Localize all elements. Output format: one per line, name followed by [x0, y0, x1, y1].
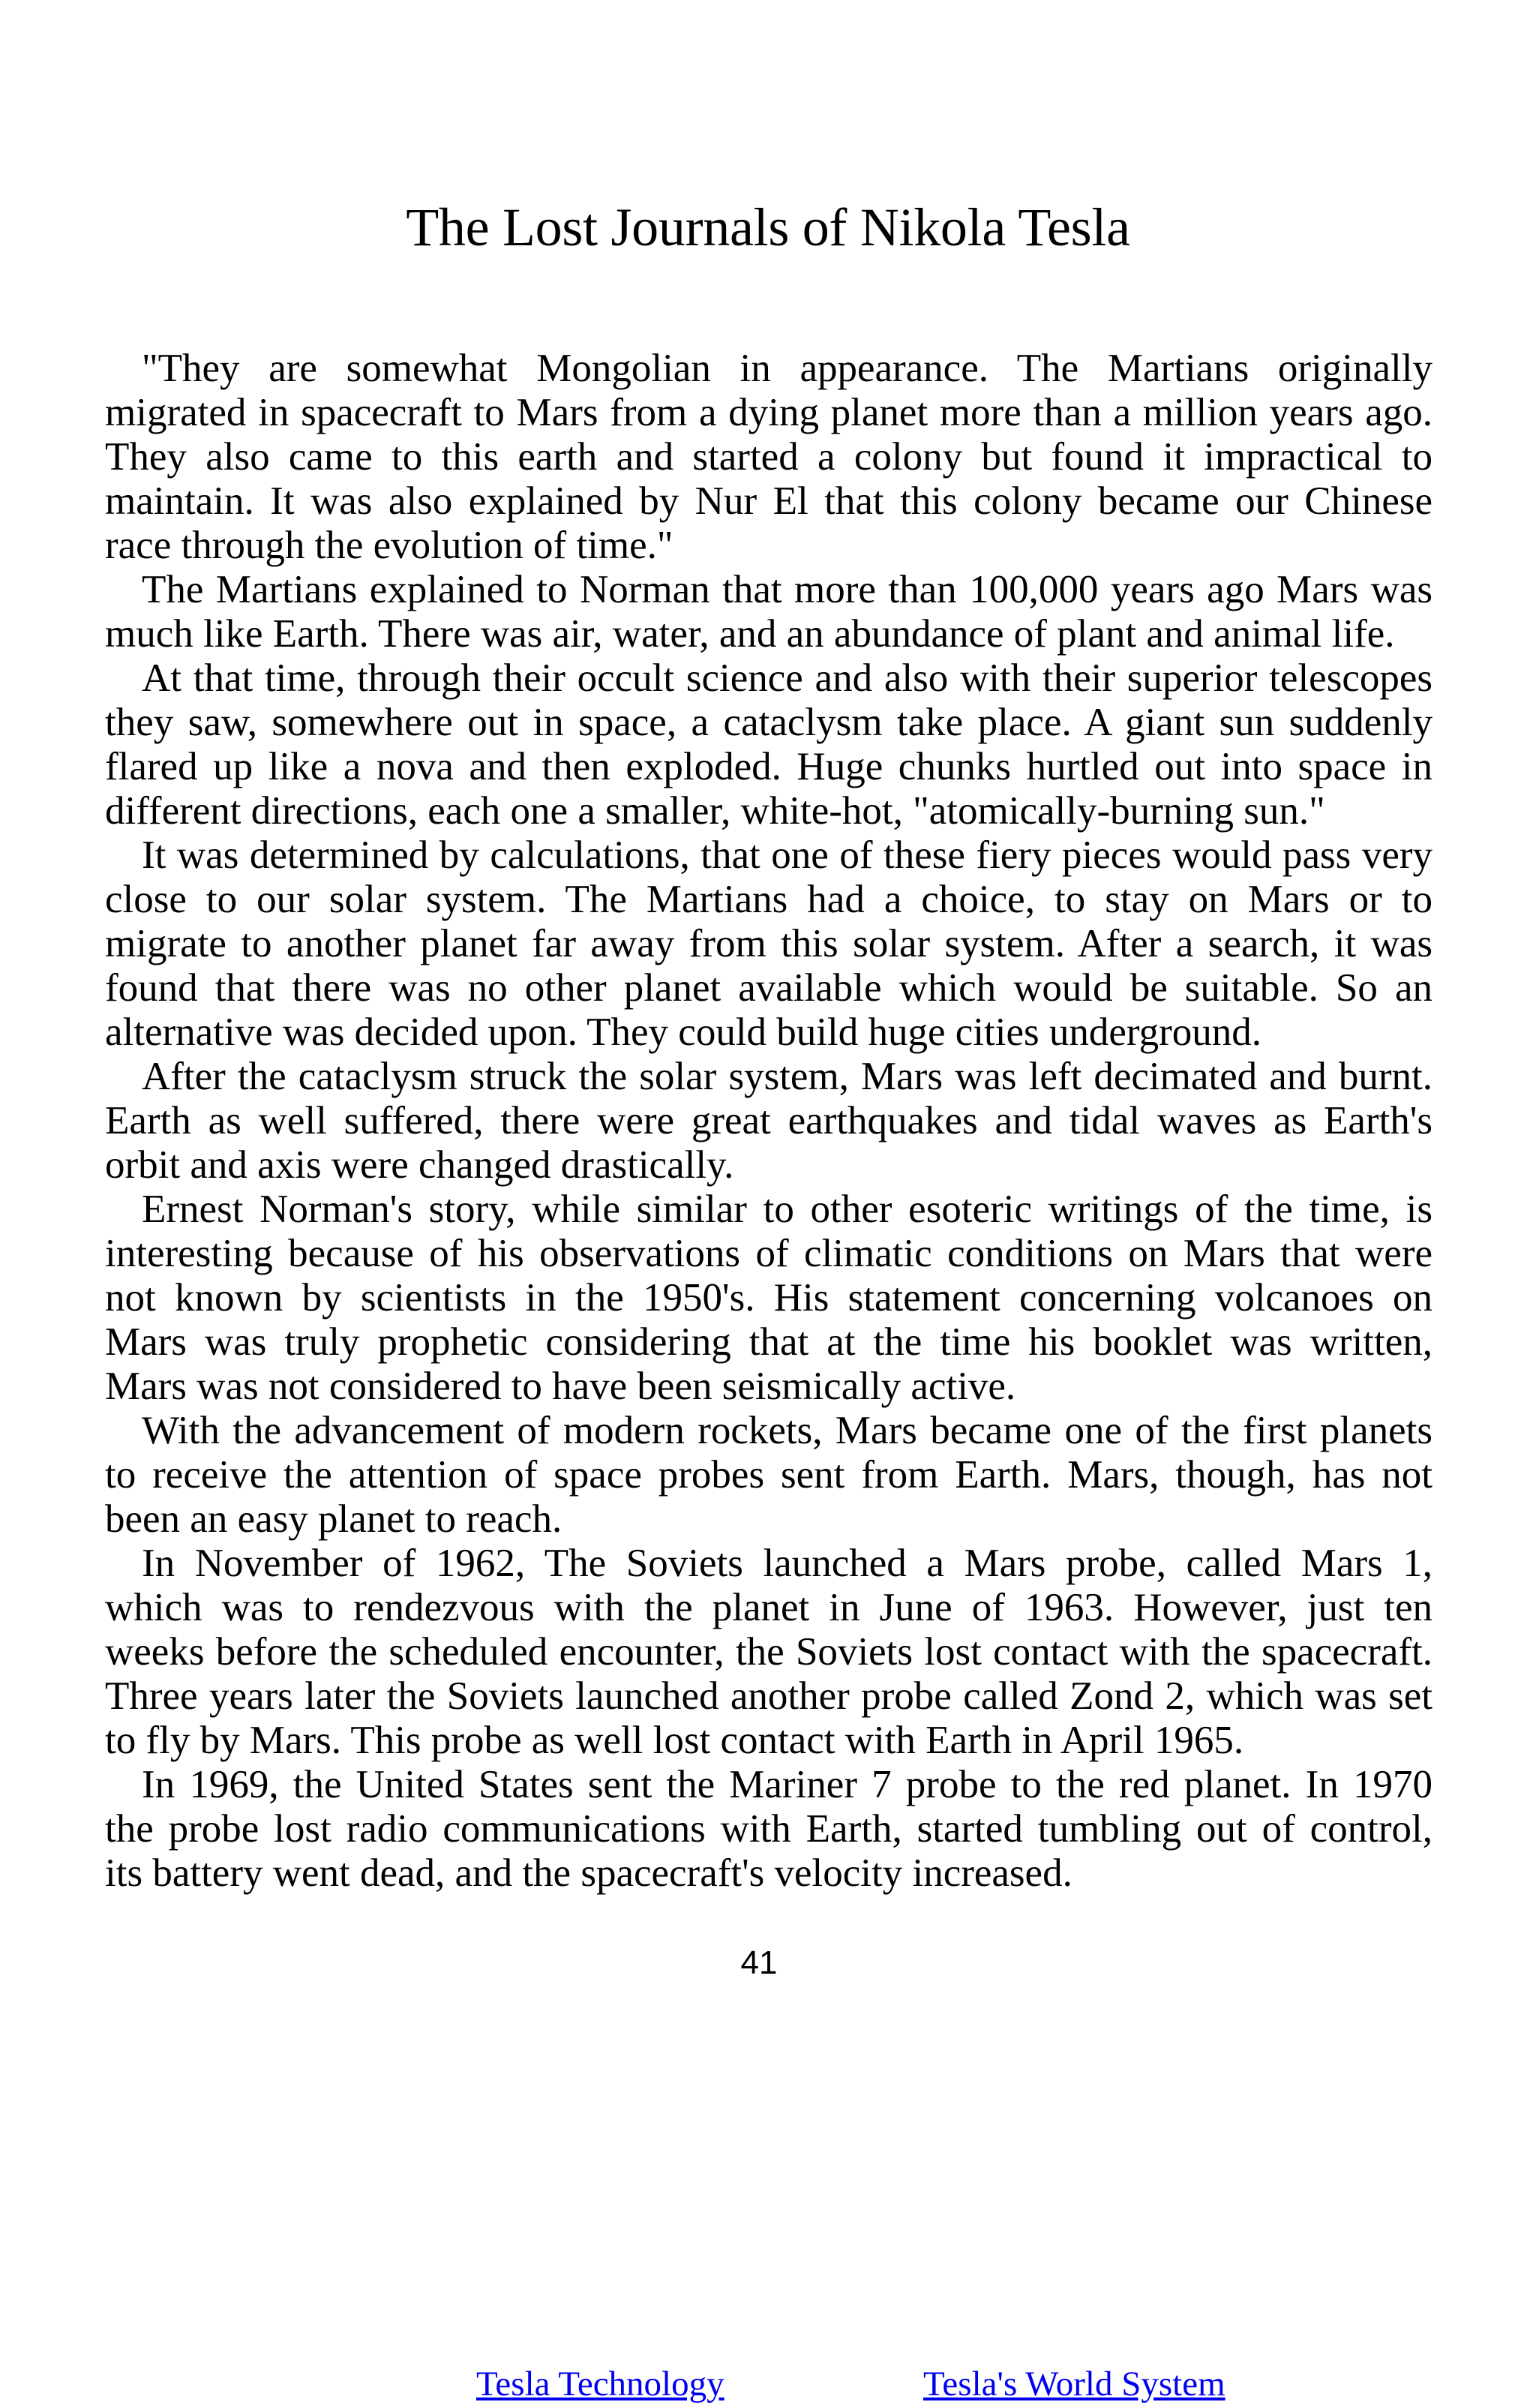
text-line-content: The Martians explained to Norman that more than 100,000 years ago Mars was [142, 568, 1432, 611]
text-line-content: With the advancement of modern rockets, Mars became one of the first planets [142, 1409, 1432, 1452]
text-line [142, 1187, 1432, 1232]
paragraph [105, 568, 1432, 656]
text-line-content: its battery went dead, and the spacecraft's velocity increased. [105, 1851, 1072, 1895]
text-line [105, 1497, 1432, 1542]
text-line-content: found that there was no other planet available which would be suitable. So an [105, 966, 1432, 1010]
text-line [105, 1010, 1432, 1055]
text-line [105, 1674, 1432, 1719]
text-line-content: to fly by Mars. This probe as well lost contact with Earth in April 1965. [105, 1719, 1244, 1762]
text-line [142, 656, 1432, 701]
text-line-content: to receive the attention of space probes sent from Earth. Mars, though, has not [105, 1453, 1432, 1497]
text-line-content: Earth as well suffered, there were great earthquakes and tidal waves as Earth's [105, 1099, 1432, 1142]
text-line [142, 1055, 1432, 1099]
text-line [105, 878, 1432, 922]
text-line [105, 1630, 1432, 1674]
text-line [105, 1586, 1432, 1630]
text-line [105, 701, 1432, 745]
text-line [105, 789, 1432, 833]
text-line-content: not known by scientists in the 1950's. His statement concerning volcanoes on [105, 1276, 1432, 1320]
text-line-content: Three years later the Soviets launched another probe called Zond 2, which was set [105, 1674, 1432, 1718]
text-line-content: At that time, through their occult science and also with their superior telescopes [142, 656, 1432, 700]
paragraph [105, 1763, 1432, 1896]
text-line [105, 1099, 1432, 1143]
link-tesla-technology[interactable]: Tesla Technology [476, 2364, 724, 2403]
text-line-content: maintain. It was also explained by Nur El that this colony became our Chinese [105, 479, 1432, 523]
text-line [105, 612, 1432, 656]
text-line-content: "They are somewhat Mongolian in appearance. The Martians originally [142, 347, 1432, 390]
text-line [142, 1542, 1432, 1586]
text-line-content: migrated in spacecraft to Mars from a dying planet more than a million years ago. [105, 391, 1432, 434]
text-line [105, 1232, 1432, 1276]
text-line [105, 922, 1432, 966]
text-line-content: weeks before the scheduled encounter, the Soviets lost contact with the spacecraft. [105, 1630, 1432, 1674]
text-line-content: the probe lost radio communications with Earth, started tumbling out of control, [105, 1807, 1432, 1851]
text-line-content: orbit and axis were changed drastically. [105, 1143, 734, 1187]
text-line-content: They also came to this earth and started a colony but found it impractical to [105, 435, 1432, 479]
text-line [105, 479, 1432, 524]
text-line-content: Mars was truly prophetic considering that at the time his booklet was written, [105, 1320, 1432, 1364]
text-line [105, 1453, 1432, 1497]
text-line [105, 745, 1432, 789]
text-line-content: which was to rendezvous with the planet in June of 1963. However, just ten [105, 1586, 1432, 1629]
text-line [105, 1365, 1432, 1409]
text-line [105, 524, 1432, 568]
text-line [105, 1807, 1432, 1851]
text-line-content: they saw, somewhere out in space, a cataclysm take place. A giant sun suddenly [105, 701, 1432, 744]
page-number: 41 [740, 1944, 778, 1981]
text-line-content: In 1969, the United States sent the Mariner 7 probe to the red planet. In 1970 [142, 1763, 1432, 1806]
paragraph [105, 1542, 1432, 1763]
text-line [105, 391, 1432, 435]
paragraph [105, 1055, 1432, 1187]
text-line [105, 966, 1432, 1010]
text-line-content: interesting because of his observations of climatic conditions on Mars that were [105, 1232, 1432, 1275]
text-line [142, 833, 1432, 878]
text-line [105, 1276, 1432, 1320]
text-line [105, 1143, 1432, 1187]
link-teslas-world-system[interactable]: Tesla's World System [923, 2364, 1226, 2403]
paragraph [105, 347, 1432, 568]
text-line-content: close to our solar system. The Martians had a choice, to stay on Mars or to [105, 878, 1432, 921]
text-line-content: alternative was decided upon. They could build huge cities underground. [105, 1010, 1262, 1054]
text-line-content: been an easy planet to reach. [105, 1497, 562, 1541]
paragraph [105, 656, 1432, 833]
text-line [105, 435, 1432, 479]
text-line [142, 1409, 1432, 1453]
text-line-content: migrate to another planet far away from this solar system. After a search, it was [105, 922, 1432, 965]
text-line [105, 1851, 1432, 1896]
text-line-content: different directions, each one a smaller, white-hot, "atomically-burning sun." [105, 789, 1325, 833]
paragraph [105, 833, 1432, 1055]
text-line-content: Mars was not considered to have been seismically active. [105, 1365, 1016, 1408]
text-line [142, 347, 1432, 391]
text-line-content: Ernest Norman's story, while similar to other esoteric writings of the time, is [142, 1187, 1432, 1231]
paragraph [105, 1187, 1432, 1409]
text-line-content: flared up like a nova and then exploded. Huge chunks hurtled out into space in [105, 745, 1432, 788]
text-line [142, 568, 1432, 612]
text-line [142, 1763, 1432, 1807]
text-line-content: It was determined by calculations, that one of these fiery pieces would pass very [142, 833, 1432, 877]
text-line [105, 1719, 1432, 1763]
text-line [105, 1320, 1432, 1365]
text-line-content: race through the evolution of time." [105, 524, 674, 567]
paragraph [105, 1409, 1432, 1542]
page-title: The Lost Journals of Nikola Tesla [406, 197, 1130, 257]
text-line-content: much like Earth. There was air, water, and an abundance of plant and animal life. [105, 612, 1395, 656]
body-text [105, 347, 1432, 1896]
footer-nav [0, 2364, 1536, 2404]
text-line-content: After the cataclysm struck the solar system, Mars was left decimated and burnt. [142, 1055, 1432, 1098]
text-line-content: In November of 1962, The Soviets launched a Mars probe, called Mars 1, [142, 1542, 1432, 1585]
